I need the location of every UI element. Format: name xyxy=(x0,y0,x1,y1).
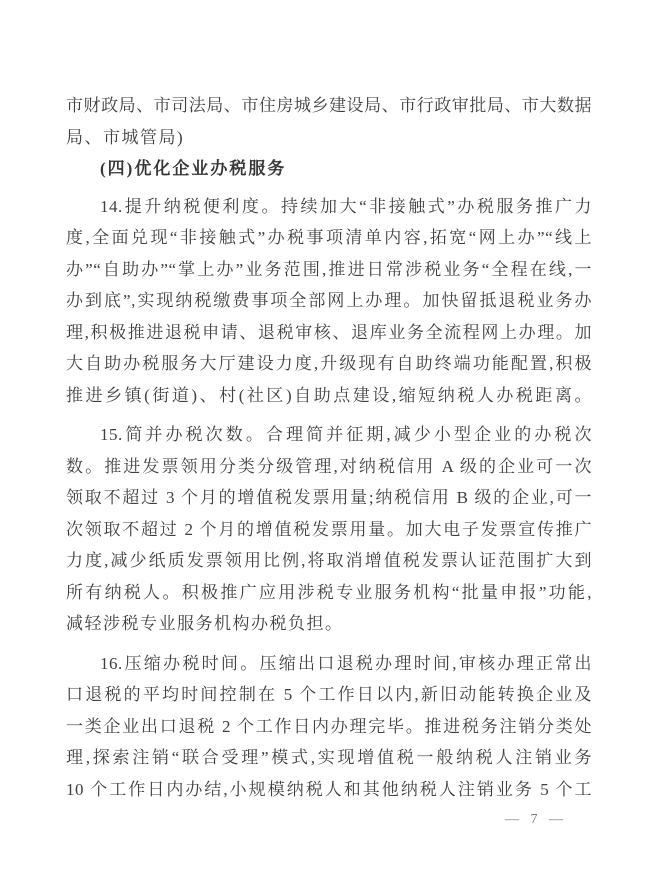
paragraph-start-line: 15.简并办税次数。合理简并征期,减少小型企业的办税次 xyxy=(100,425,592,444)
text-line: 大自助办税服务大厅建设力度,升级现有自助终端功能配置,积极 xyxy=(66,354,592,373)
text-line: 领取不超过 3 个月的增值税发票用量;纳税信用 B 级的企业,可一 xyxy=(66,488,592,507)
text-line: 10 个工作日内办结,小规模纳税人和其他纳税人注销业务 5 个工 xyxy=(66,779,592,799)
text-line: 所有纳税人。积极推广应用涉税专业服务机构“批量申报”功能, xyxy=(66,582,592,602)
text-line: 推进乡镇(街道)、村(社区)自助点建设,缩短纳税人办税距离。 xyxy=(66,385,592,405)
text-line: 办到底”,实现纳税缴费事项全部网上办理。加快留抵退税业务办 xyxy=(66,291,592,310)
text-line: 局、市城管局) xyxy=(66,127,185,147)
text-line: 度,全面兑现“非接触式”办税事项清单内容,拓宽“网上办”“线上 xyxy=(66,228,592,247)
text-line: 减轻涉税专业服务机构办税负担。 xyxy=(66,614,344,633)
paragraph-start-line: 14.提升纳税便利度。持续加大“非接触式”办税服务推广力 xyxy=(100,196,592,216)
text-line: 理,探索注销“联合受理”模式,实现增值税一般纳税人注销业务 xyxy=(66,748,592,767)
text-line: 次领取不超过 2 个月的增值税发票用量。加大电子发票宣传推广 xyxy=(66,519,592,539)
page-number: — 7 — xyxy=(505,812,567,827)
text-line: 口退税的平均时间控制在 5 个工作日以内,新旧动能转换企业及 xyxy=(66,685,592,704)
section-heading: (四)优化企业办税服务 xyxy=(100,159,287,178)
document-body xyxy=(66,90,592,805)
text-line: 办”“自助办”“掌上办”业务范围,推进日常涉税业务“全程在线,一 xyxy=(66,259,592,279)
text-line: 市财政局、市司法局、市住房城乡建设局、市行政审批局、市大数据 xyxy=(66,96,592,115)
paragraph-start-line: 16.压缩办税时间。压缩出口退税办理时间,审核办理正常出 xyxy=(100,653,592,673)
text-line: 力度,减少纸质发票领用比例,将取消增值税发票认证范围扩大到 xyxy=(66,551,592,570)
text-line: 理,积极推进退税申请、退税审核、退库业务全流程网上办理。加 xyxy=(66,322,592,342)
text-line: 数。推进发票领用分类分级管理,对纳税信用 A 级的企业可一次 xyxy=(66,456,592,476)
text-line: 一类企业出口退税 2 个工作日内办理完毕。推进税务注销分类处 xyxy=(66,716,592,736)
